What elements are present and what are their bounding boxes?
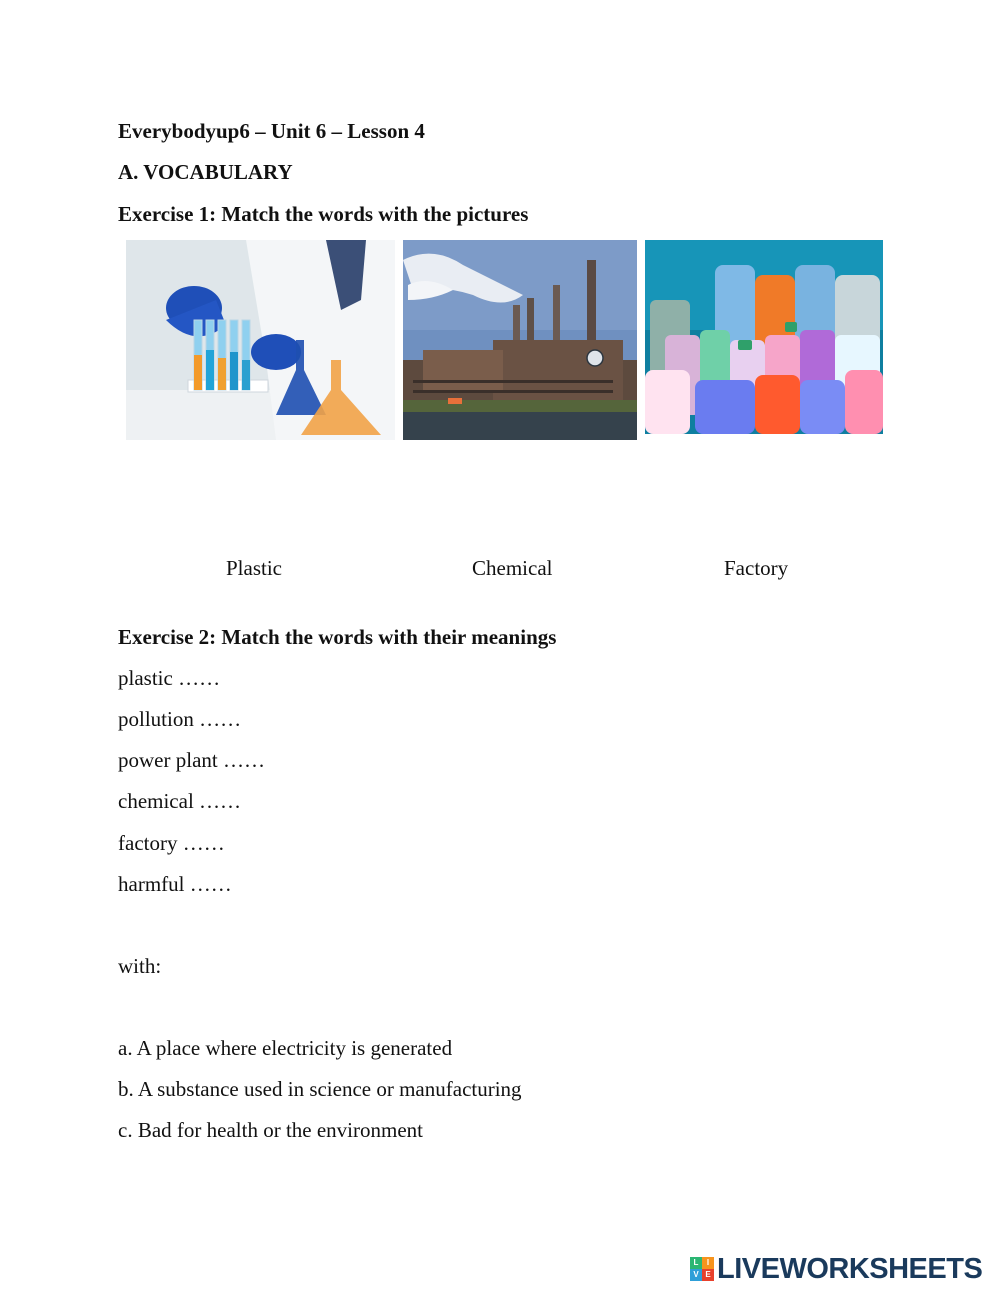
meaning-a: a. A place where electricity is generated	[118, 1036, 453, 1060]
match-item-power-plant[interactable]: power plant ……	[118, 748, 265, 772]
word-chemical[interactable]: Chemical	[472, 556, 553, 580]
plastic-bottles-image[interactable]	[645, 240, 883, 434]
meaning-b: b. A substance used in science or manufacturing	[118, 1077, 522, 1101]
match-item-harmful[interactable]: harmful ……	[118, 872, 232, 896]
match-item-pollution[interactable]: pollution ……	[118, 707, 242, 731]
match-item-factory[interactable]: factory ……	[118, 831, 225, 855]
word-factory[interactable]: Factory	[724, 556, 789, 580]
factory-smokestacks-image[interactable]	[403, 240, 637, 440]
worksheet-title: Everybodyup6 – Unit 6 – Lesson 4	[118, 119, 425, 143]
liveworksheets-brand: LIVEWORKSHEETS	[717, 1252, 983, 1285]
section-heading: A. VOCABULARY	[118, 160, 293, 184]
match-item-plastic[interactable]: plastic ……	[118, 666, 221, 690]
liveworksheets-logo[interactable]	[690, 1253, 982, 1285]
with-label: with:	[118, 954, 162, 978]
exercise1-title: Exercise 1: Match the words with the pictures	[118, 202, 529, 226]
laboratory-scientist-image[interactable]	[126, 240, 395, 440]
match-item-chemical[interactable]: chemical ……	[118, 789, 242, 813]
word-plastic[interactable]: Plastic	[226, 556, 282, 580]
liveworksheets-logo-icon: L I V E	[690, 1257, 714, 1281]
exercise2-title: Exercise 2: Match the words with their meanings	[118, 625, 557, 649]
meaning-c: c. Bad for health or the environment	[118, 1118, 423, 1142]
